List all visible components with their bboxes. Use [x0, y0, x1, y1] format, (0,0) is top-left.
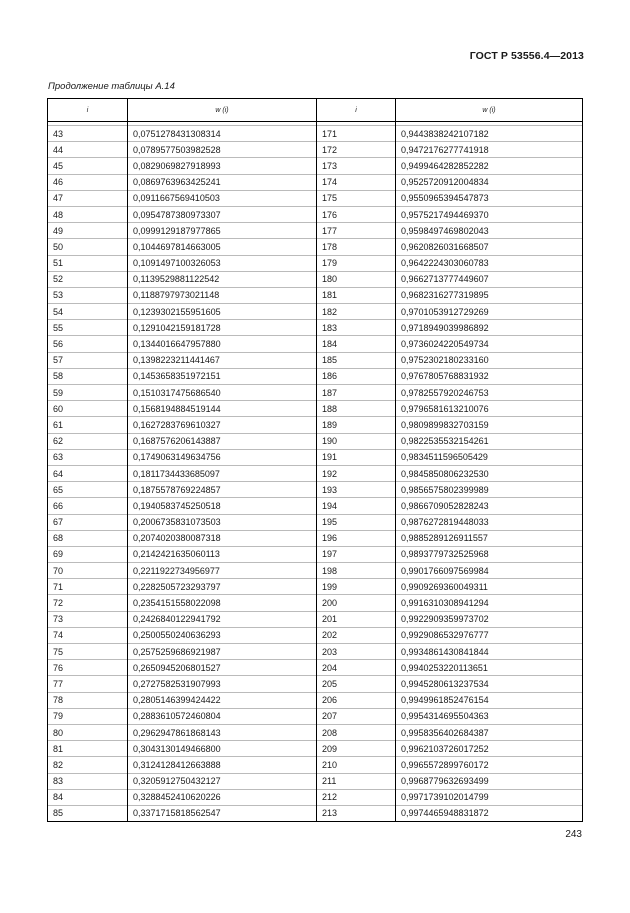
cell-index-right: 178: [317, 239, 396, 255]
table-header: [48, 99, 583, 122]
table-row: [48, 514, 583, 530]
table-row: [48, 692, 583, 708]
cell-index-right: 197: [317, 546, 396, 562]
cell-weight-left: 0,2650945206801527: [128, 660, 317, 676]
table-row: [48, 579, 583, 595]
cell-index-left: 78: [48, 692, 128, 708]
cell-index-left: 60: [48, 401, 128, 417]
table-row: [48, 595, 583, 611]
cell-index-right: 211: [317, 773, 396, 789]
cell-weight-right: 0,9949961852476154: [396, 692, 583, 708]
cell-weight-right: 0,9958356402684387: [396, 724, 583, 740]
cell-weight-right: 0,9962103726017252: [396, 741, 583, 757]
cell-weight-left: 0,1811734433685097: [128, 465, 317, 481]
cell-weight-right: 0,9499464282852282: [396, 158, 583, 174]
cell-index-right: 189: [317, 417, 396, 433]
cell-weight-right: 0,9598497469802043: [396, 223, 583, 239]
table-row: [48, 805, 583, 821]
cell-weight-right: 0,9866709052828243: [396, 498, 583, 514]
cell-index-left: 66: [48, 498, 128, 514]
table-row: [48, 320, 583, 336]
cell-weight-left: 0,2727582531907993: [128, 676, 317, 692]
cell-weight-right: 0,9929086532976777: [396, 627, 583, 643]
cell-weight-right: 0,9525720912004834: [396, 174, 583, 190]
cell-index-right: 180: [317, 271, 396, 287]
cell-index-right: 207: [317, 708, 396, 724]
cell-weight-left: 0,1188797973021148: [128, 287, 317, 303]
cell-weight-right: 0,9443838242107182: [396, 126, 583, 142]
cell-weight-right: 0,9885289126911557: [396, 530, 583, 546]
cell-weight-right: 0,9922909359973702: [396, 611, 583, 627]
table-row: [48, 627, 583, 643]
column-header-w-right: w (i): [396, 99, 583, 122]
table-row: [48, 304, 583, 320]
cell-index-right: 184: [317, 336, 396, 352]
table-row: [48, 482, 583, 498]
cell-weight-left: 0,2500550240636293: [128, 627, 317, 643]
table-row: [48, 563, 583, 579]
cell-index-right: 202: [317, 627, 396, 643]
table-row: [48, 611, 583, 627]
cell-weight-left: 0,2883610572460804: [128, 708, 317, 724]
column-header-i-left: i: [48, 99, 128, 122]
cell-index-left: 43: [48, 126, 128, 142]
cell-weight-right: 0,9822535532154261: [396, 433, 583, 449]
cell-weight-left: 0,2074020380087318: [128, 530, 317, 546]
table-row: [48, 126, 583, 142]
cell-index-right: 195: [317, 514, 396, 530]
cell-weight-left: 0,0999129187977865: [128, 223, 317, 239]
cell-index-left: 68: [48, 530, 128, 546]
cell-index-left: 79: [48, 708, 128, 724]
cell-weight-right: 0,9845850806232530: [396, 465, 583, 481]
cell-index-right: 187: [317, 385, 396, 401]
table-row: [48, 449, 583, 465]
cell-index-left: 45: [48, 158, 128, 174]
cell-weight-right: 0,9901766097569984: [396, 563, 583, 579]
cell-index-right: 174: [317, 174, 396, 190]
cell-index-left: 82: [48, 757, 128, 773]
cell-index-left: 80: [48, 724, 128, 740]
cell-index-right: 208: [317, 724, 396, 740]
table-row: [48, 158, 583, 174]
cell-index-right: 181: [317, 287, 396, 303]
cell-index-left: 54: [48, 304, 128, 320]
cell-weight-right: 0,9682316277319895: [396, 287, 583, 303]
table-row: [48, 465, 583, 481]
cell-index-right: 193: [317, 482, 396, 498]
table-row: [48, 498, 583, 514]
table-row: [48, 352, 583, 368]
cell-weight-left: 0,1875578769224857: [128, 482, 317, 498]
table-row: [48, 417, 583, 433]
cell-index-right: 176: [317, 206, 396, 222]
cell-weight-left: 0,1627283769610327: [128, 417, 317, 433]
cell-weight-right: 0,9575217494469370: [396, 206, 583, 222]
table-caption: Продолжение таблицы А.14: [48, 81, 175, 92]
cell-index-right: 192: [317, 465, 396, 481]
table-row: [48, 223, 583, 239]
cell-weight-left: 0,2282505723293797: [128, 579, 317, 595]
cell-weight-left: 0,2805146399424422: [128, 692, 317, 708]
cell-index-right: 210: [317, 757, 396, 773]
cell-index-right: 209: [317, 741, 396, 757]
table-row: [48, 255, 583, 271]
cell-weight-right: 0,9940253220113651: [396, 660, 583, 676]
cell-weight-right: 0,9809899832703159: [396, 417, 583, 433]
cell-weight-right: 0,9968779632693499: [396, 773, 583, 789]
cell-index-left: 74: [48, 627, 128, 643]
cell-index-right: 206: [317, 692, 396, 708]
cell-index-left: 47: [48, 190, 128, 206]
cell-index-right: 186: [317, 368, 396, 384]
cell-weight-left: 0,3288452410620226: [128, 789, 317, 805]
cell-weight-left: 0,0869763963425241: [128, 174, 317, 190]
cell-weight-left: 0,0829069827918993: [128, 158, 317, 174]
cell-index-right: 194: [317, 498, 396, 514]
cell-index-right: 203: [317, 644, 396, 660]
table-row: [48, 206, 583, 222]
header-row: [48, 99, 583, 122]
cell-index-left: 58: [48, 368, 128, 384]
cell-weight-right: 0,9909269360049311: [396, 579, 583, 595]
cell-index-right: 205: [317, 676, 396, 692]
cell-index-left: 48: [48, 206, 128, 222]
cell-weight-left: 0,1568194884519144: [128, 401, 317, 417]
table-row: [48, 385, 583, 401]
column-header-w-left: w (i): [128, 99, 317, 122]
table-row: [48, 724, 583, 740]
table-row: [48, 789, 583, 805]
cell-index-left: 59: [48, 385, 128, 401]
cell-weight-right: 0,9876272819448033: [396, 514, 583, 530]
cell-index-left: 62: [48, 433, 128, 449]
cell-index-left: 64: [48, 465, 128, 481]
cell-index-left: 61: [48, 417, 128, 433]
cell-weight-right: 0,9934861430841844: [396, 644, 583, 660]
cell-weight-right: 0,9472176277741918: [396, 142, 583, 158]
cell-weight-right: 0,9916310308941294: [396, 595, 583, 611]
cell-index-left: 63: [48, 449, 128, 465]
cell-weight-left: 0,0789577503982528: [128, 142, 317, 158]
table-row: [48, 773, 583, 789]
cell-index-left: 52: [48, 271, 128, 287]
cell-weight-left: 0,1044697814663005: [128, 239, 317, 255]
cell-index-left: 53: [48, 287, 128, 303]
cell-index-left: 56: [48, 336, 128, 352]
cell-index-left: 70: [48, 563, 128, 579]
table-row: [48, 174, 583, 190]
table-row: [48, 757, 583, 773]
cell-weight-right: 0,9974465948831872: [396, 805, 583, 821]
table-row: [48, 660, 583, 676]
cell-index-left: 85: [48, 805, 128, 821]
table-row: [48, 190, 583, 206]
cell-index-left: 50: [48, 239, 128, 255]
cell-weight-left: 0,1239302155951605: [128, 304, 317, 320]
cell-weight-right: 0,9752302180233160: [396, 352, 583, 368]
cell-index-left: 76: [48, 660, 128, 676]
cell-weight-right: 0,9767805768831932: [396, 368, 583, 384]
cell-weight-left: 0,1453658351972151: [128, 368, 317, 384]
cell-weight-right: 0,9782557920246753: [396, 385, 583, 401]
cell-weight-left: 0,1139529881122542: [128, 271, 317, 287]
table-row: [48, 708, 583, 724]
cell-index-right: 188: [317, 401, 396, 417]
cell-index-left: 57: [48, 352, 128, 368]
cell-weight-left: 0,0954787380973307: [128, 206, 317, 222]
data-table: [47, 98, 583, 822]
cell-index-right: 172: [317, 142, 396, 158]
cell-weight-right: 0,9736024220549734: [396, 336, 583, 352]
cell-weight-right: 0,9620826031668507: [396, 239, 583, 255]
cell-index-right: 196: [317, 530, 396, 546]
cell-index-left: 81: [48, 741, 128, 757]
cell-weight-left: 0,1291042159181728: [128, 320, 317, 336]
cell-weight-left: 0,1940583745250518: [128, 498, 317, 514]
cell-index-left: 69: [48, 546, 128, 562]
cell-index-left: 65: [48, 482, 128, 498]
cell-index-left: 71: [48, 579, 128, 595]
cell-weight-left: 0,1510317475686540: [128, 385, 317, 401]
table-row: [48, 271, 583, 287]
cell-weight-right: 0,9945280613237534: [396, 676, 583, 692]
table-row: [48, 401, 583, 417]
table-row: [48, 546, 583, 562]
cell-weight-left: 0,3124128412663888: [128, 757, 317, 773]
table-row: [48, 644, 583, 660]
cell-weight-left: 0,1091497100326053: [128, 255, 317, 271]
cell-index-right: 198: [317, 563, 396, 579]
cell-weight-left: 0,2142421635060113: [128, 546, 317, 562]
cell-weight-left: 0,1398223211441467: [128, 352, 317, 368]
cell-weight-left: 0,1687576206143887: [128, 433, 317, 449]
cell-weight-right: 0,9550965394547873: [396, 190, 583, 206]
cell-index-right: 177: [317, 223, 396, 239]
cell-index-left: 83: [48, 773, 128, 789]
cell-weight-right: 0,9856575802399989: [396, 482, 583, 498]
cell-weight-left: 0,2211922734956977: [128, 563, 317, 579]
cell-weight-left: 0,3371715818562547: [128, 805, 317, 821]
cell-index-left: 72: [48, 595, 128, 611]
table-row: [48, 530, 583, 546]
table-row: [48, 287, 583, 303]
cell-weight-right: 0,9642224303060783: [396, 255, 583, 271]
cell-index-right: 171: [317, 126, 396, 142]
cell-weight-right: 0,9893779732525968: [396, 546, 583, 562]
cell-weight-left: 0,2006735831073503: [128, 514, 317, 530]
cell-index-right: 212: [317, 789, 396, 805]
cell-weight-right: 0,9718949039986892: [396, 320, 583, 336]
page-number: 243: [565, 829, 582, 840]
table-row: [48, 741, 583, 757]
cell-index-left: 73: [48, 611, 128, 627]
cell-index-right: 191: [317, 449, 396, 465]
table-row: [48, 142, 583, 158]
table-row: [48, 368, 583, 384]
cell-index-right: 173: [317, 158, 396, 174]
cell-weight-left: 0,1749063149634756: [128, 449, 317, 465]
cell-index-left: 77: [48, 676, 128, 692]
table-row: [48, 336, 583, 352]
cell-index-right: 200: [317, 595, 396, 611]
cell-weight-left: 0,3043130149466800: [128, 741, 317, 757]
cell-index-right: 185: [317, 352, 396, 368]
cell-index-left: 44: [48, 142, 128, 158]
cell-index-right: 190: [317, 433, 396, 449]
cell-index-left: 46: [48, 174, 128, 190]
cell-weight-right: 0,9965572899760172: [396, 757, 583, 773]
cell-weight-left: 0,1344016647957880: [128, 336, 317, 352]
cell-weight-right: 0,9834511596505429: [396, 449, 583, 465]
cell-weight-left: 0,0911667569410503: [128, 190, 317, 206]
cell-weight-right: 0,9796581613210076: [396, 401, 583, 417]
cell-index-left: 84: [48, 789, 128, 805]
cell-weight-right: 0,9954314695504363: [396, 708, 583, 724]
cell-weight-left: 0,0751278431308314: [128, 126, 317, 142]
cell-index-left: 51: [48, 255, 128, 271]
table-row: [48, 433, 583, 449]
document-id: ГОСТ Р 53556.4—2013: [469, 50, 584, 62]
cell-weight-left: 0,3205912750432127: [128, 773, 317, 789]
cell-index-right: 201: [317, 611, 396, 627]
table-body: [48, 122, 583, 822]
cell-index-right: 213: [317, 805, 396, 821]
cell-index-left: 75: [48, 644, 128, 660]
cell-weight-right: 0,9662713777449607: [396, 271, 583, 287]
cell-index-right: 179: [317, 255, 396, 271]
table-row: [48, 676, 583, 692]
cell-weight-left: 0,2575259686921987: [128, 644, 317, 660]
table-row: [48, 239, 583, 255]
cell-weight-right: 0,9971739102014799: [396, 789, 583, 805]
cell-index-left: 55: [48, 320, 128, 336]
cell-index-right: 199: [317, 579, 396, 595]
cell-weight-left: 0,2354151558022098: [128, 595, 317, 611]
column-header-i-right: i: [317, 99, 396, 122]
cell-weight-right: 0,9701053912729269: [396, 304, 583, 320]
cell-index-right: 183: [317, 320, 396, 336]
cell-index-left: 67: [48, 514, 128, 530]
cell-index-right: 175: [317, 190, 396, 206]
cell-index-left: 49: [48, 223, 128, 239]
cell-index-right: 204: [317, 660, 396, 676]
cell-weight-left: 0,2426840122941792: [128, 611, 317, 627]
cell-index-right: 182: [317, 304, 396, 320]
cell-weight-left: 0,2962947861868143: [128, 724, 317, 740]
